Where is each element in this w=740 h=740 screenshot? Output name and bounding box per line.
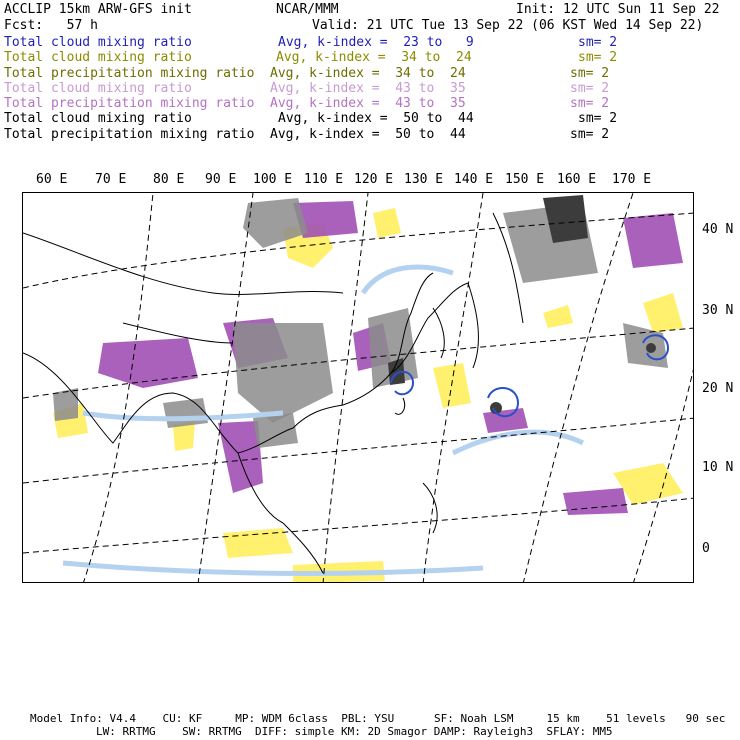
lon-label: 130 E bbox=[404, 172, 444, 187]
field-label: Total precipitation mixing ratio bbox=[4, 96, 255, 111]
field-avg: Avg, k-index = 34 to 24 bbox=[270, 66, 466, 81]
field-sm: sm= 2 bbox=[570, 66, 610, 81]
lon-label: 140 E bbox=[454, 172, 494, 187]
field-label: Total precipitation mixing ratio bbox=[4, 66, 255, 81]
field-avg: Avg, k-index = 43 to 35 bbox=[270, 96, 466, 111]
model-info-line2: LW: RRTMG SW: RRTMG DIFF: simple KM: 2D Smagor DAMP: Rayleigh3 SFLAY: MM5 bbox=[96, 725, 613, 738]
lat-label: 0 bbox=[702, 541, 710, 556]
map-canvas bbox=[23, 193, 694, 583]
field-label: Total cloud mixing ratio bbox=[4, 50, 192, 65]
lon-label: 80 E bbox=[153, 172, 185, 187]
field-sm: sm= 2 bbox=[578, 35, 618, 50]
lat-label: 40 N bbox=[702, 222, 734, 237]
model-info-line1: Model Info: V4.4 CU: KF MP: WDM 6class PBL: YSU SF: Noah LSM 15 km 51 levels 90 sec bbox=[30, 712, 726, 725]
field-avg: Avg, k-index = 50 to 44 bbox=[270, 127, 466, 142]
lat-label: 20 N bbox=[702, 381, 734, 396]
valid-time: Valid: 21 UTC Tue 13 Sep 22 (06 KST Wed 14 Sep 22) bbox=[312, 18, 704, 33]
lon-label: 110 E bbox=[304, 172, 344, 187]
field-sm: sm= 2 bbox=[578, 50, 618, 65]
field-sm: sm= 2 bbox=[578, 111, 618, 126]
lon-label: 60 E bbox=[36, 172, 68, 187]
field-label: Total cloud mixing ratio bbox=[4, 35, 192, 50]
lon-label: 160 E bbox=[557, 172, 597, 187]
field-sm: sm= 2 bbox=[570, 127, 610, 142]
map-panel bbox=[22, 192, 694, 583]
field-label: Total cloud mixing ratio bbox=[4, 81, 192, 96]
lon-label: 70 E bbox=[95, 172, 127, 187]
field-avg: Avg, k-index = 50 to 44 bbox=[278, 111, 474, 126]
field-avg: Avg, k-index = 23 to 9 bbox=[278, 35, 474, 50]
cloud-field-layer bbox=[53, 195, 683, 583]
plot-title: ACCLIP 15km ARW-GFS init bbox=[4, 2, 192, 17]
lat-label: 10 N bbox=[702, 460, 734, 475]
lon-label: 100 E bbox=[253, 172, 293, 187]
lon-label: 90 E bbox=[205, 172, 237, 187]
field-sm: sm= 2 bbox=[570, 96, 610, 111]
field-avg: Avg, k-index = 43 to 35 bbox=[270, 81, 466, 96]
field-sm: sm= 2 bbox=[570, 81, 610, 96]
lat-label: 30 N bbox=[702, 303, 734, 318]
lon-label: 150 E bbox=[505, 172, 545, 187]
field-label: Total cloud mixing ratio bbox=[4, 111, 192, 126]
forecast-hour: Fcst: 57 h bbox=[4, 18, 98, 33]
lon-label: 120 E bbox=[354, 172, 394, 187]
field-avg: Avg, k-index = 34 to 24 bbox=[276, 50, 472, 65]
center-label: NCAR/MMM bbox=[276, 2, 339, 17]
lon-label: 170 E bbox=[612, 172, 652, 187]
init-time: Init: 12 UTC Sun 11 Sep 22 bbox=[516, 2, 720, 17]
field-label: Total precipitation mixing ratio bbox=[4, 127, 255, 142]
